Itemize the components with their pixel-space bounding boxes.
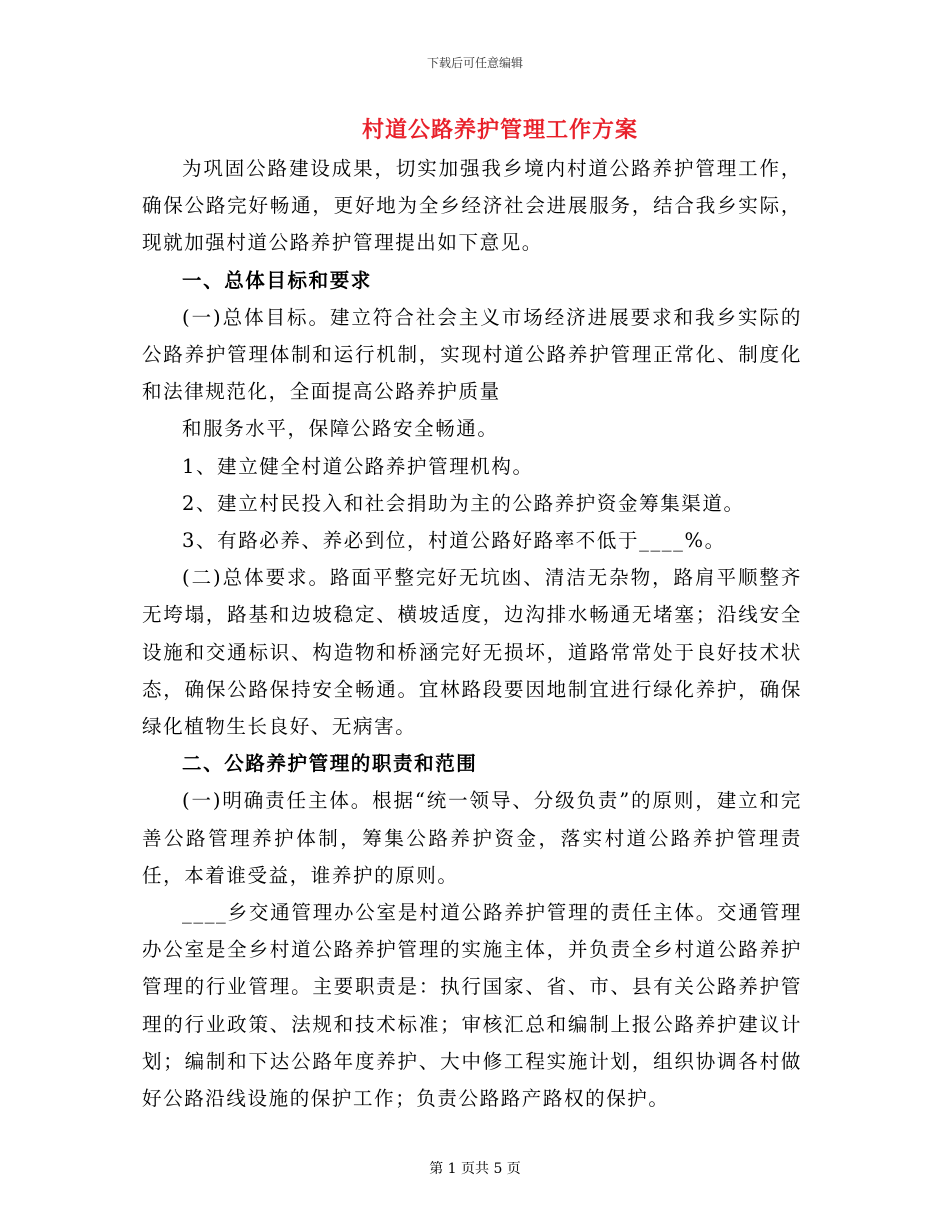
list-item-3: 3、有路必养、养必到位，村道公路好路率不低于____%。 xyxy=(182,529,726,553)
paragraph-traffic-office: ____乡交通管理办公室是村道公路养护管理的责任主体。交通管理办公室是全乡村道公路养护管理的实施主体，并负责全乡村道公路养护管理的行业管理。主要职责是：执行国家、省、市、县有关公路养护管理的行业政策、法规和技术标准；审核汇总和编制上报公路养护建议计划；编制和下达公路年度养护、大中修工程实施计划，组织协调各村做好公路沿线设施的保护工作；负责公路路产路权的保护。 xyxy=(142,901,802,1111)
paragraph-responsibility: (一)明确责任主体。根据“统一领导、分级负责”的原则，建立和完善公路管理养护体制，筹集公路养护资金，落实村道公路养护管理责任，本着谁受益，谁养护的原则。 xyxy=(142,789,802,887)
paragraph-overall-requirements: (二)总体要求。路面平整完好无坑凼、清洁无杂物，路肩平顺整齐无垮塌，路基和边坡稳定、横坡适度，边沟排水畅通无堵塞；沿线安全设施和交通标识、构造物和桥涵完好无损坏，道路常常处于良好技术状态，确保公路保持安全畅通。宜林路段要因地制宜进行绿化养护，确保绿化植物生长良好、无病害。 xyxy=(142,566,802,739)
paragraph-service-level: 和服务水平，保障公路安全畅通。 xyxy=(182,417,499,441)
page-footer: 第 1 页共 5 页 xyxy=(429,1161,521,1177)
paragraph-intro: 为巩固公路建设成果，切实加强我乡境内村道公路养护管理工作，确保公路完好畅通，更好地为全乡经济社会进展服务，结合我乡实际，现就加强村道公路养护管理提出如下意见。 xyxy=(142,157,802,255)
header-note: 下载后可任意编辑 xyxy=(426,56,523,70)
section-heading-duties: 二、公路养护管理的职责和范围 xyxy=(182,752,478,776)
list-item-1: 1、建立健全村道公路养护管理机构。 xyxy=(182,454,534,478)
section-heading-goals: 一、总体目标和要求 xyxy=(182,268,372,292)
document-body xyxy=(142,150,802,1117)
document-title: 村道公路养护管理工作方案 xyxy=(361,117,638,143)
list-item-2: 2、建立村民投入和社会捐助为主的公路养护资金筹集渠道。 xyxy=(182,491,745,515)
paragraph-overall-goal: (一)总体目标。建立符合社会主义市场经济进展要求和我乡实际的公路养护管理体制和运行机制，实现村道公路养护管理正常化、制度化和法律规范化，全面提高公路养护质量 xyxy=(142,305,802,404)
